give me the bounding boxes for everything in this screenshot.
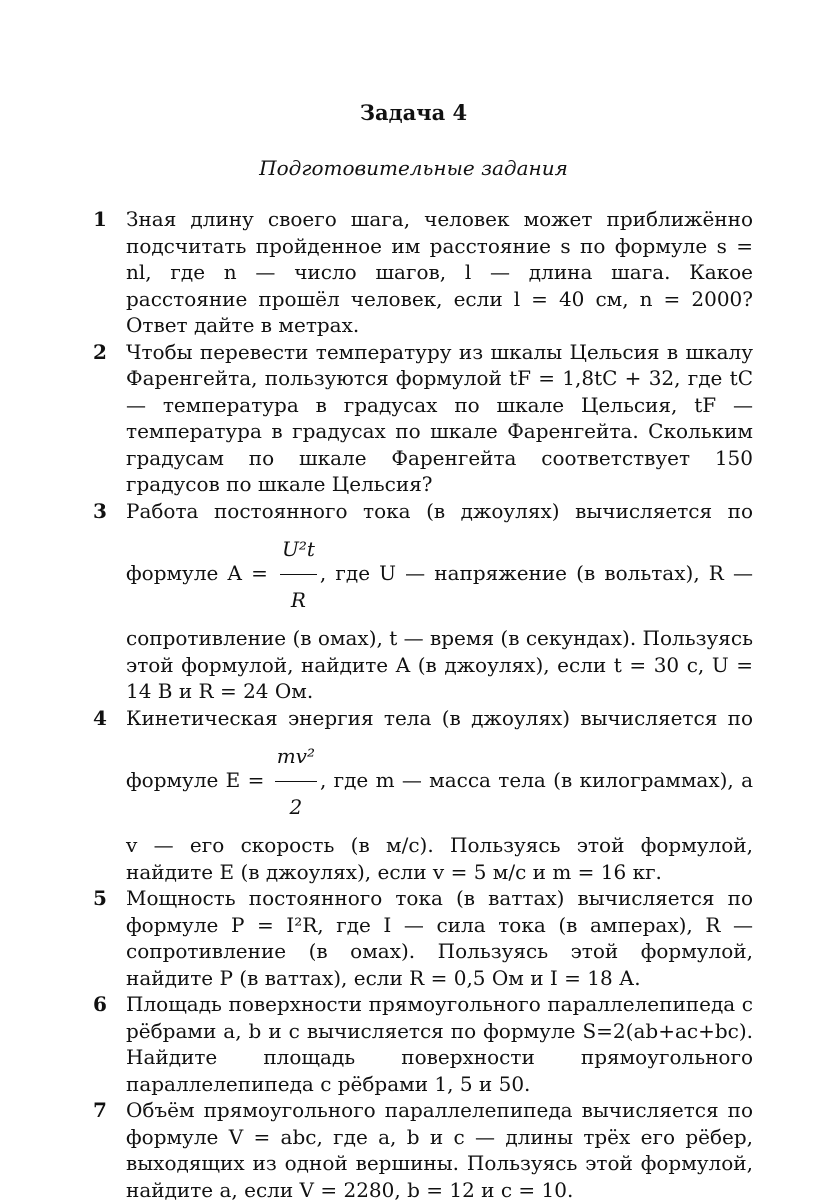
problem-item [93,705,753,886]
fraction-denominator: 2 [289,795,303,819]
problem-number: 4 [93,705,107,730]
fraction-denominator: R [290,588,306,612]
problem-text-after: , где m — масса тела (в килограммах), а v — его скорость (в м/с). Пользуясь этой формулой, найдите E (в джоулях), если v = 5 м/с и m = 16 кг. [126,768,754,884]
problem-text [126,705,753,886]
fraction-numerator: U²t [280,524,317,575]
problem-number: 6 [93,992,107,1016]
problem-text: Площадь поверхности прямоугольного параллелепипеда с рёбрами a, b и c вычисляется по формуле S=2(ab+ac+bc). Найдите площадь поверхности прямоугольного параллелепипеда с рёбрами 1, 5 и 50. [126,992,753,1096]
problem-item [93,498,753,705]
problem-text-before: Кинетическая энергия тела (в джоулях) вычисляется по формуле E = [126,705,753,792]
formula-fraction [275,731,317,832]
problem-number: 2 [93,339,107,364]
problem-text: Чтобы перевести температуру из шкалы Цельсия в шкалу Фаренгейта, пользуются формулой tF = 1,8tC + 32, где tC — температура в градусах по шкале Цельсия, tF — температура в градусах по шкале Фаренгейта. Скольким градусам по шкале Фаренгейта соответствует 150 градусов по шкале Цельсия? [126,339,753,496]
problem-text: Мощность постоянного тока (в ваттах) вычисляется по формуле P = I²R, где I — сила тока (в амперах), R — сопротивление (в омах). Пользуясь этой формулой, найдите P (в ваттах), если R = 0,5 Ом и I = 18 А. [126,886,753,990]
problem-number: 7 [93,1098,107,1122]
page-title: Задача 4 [359,100,468,125]
page-subtitle: Подготовительные задания [259,156,568,180]
problem-text-before: Работа постоянного тока (в джоулях) вычисляется по формуле A = [126,498,753,585]
problem-number: 5 [93,886,107,910]
problem-number: 1 [93,207,107,231]
problem-item [93,339,753,498]
formula-fraction [280,524,317,625]
problem-text [126,498,753,705]
fraction-numerator: mv² [275,731,317,782]
problem-item [93,885,753,991]
problem-item [93,206,753,339]
problem-number: 3 [93,498,107,523]
problem-list [93,206,753,1203]
problem-text: Объём прямоугольного параллелепипеда вычисляется по формуле V = abc, где a, b и c — длины трёх его рёбер, выходящих из одной вершины. Пользуясь этой формулой, найдите a, если V = 2280, b = 12 и c = 10. [126,1098,753,1202]
problem-text-after: , где U — напряжение (в вольтах), R — сопротивление (в омах), t — время (в секундах). Пользуясь этой формулой, найдите A (в джоулях), если t = 30 с, U = 14 В и R = 24 Ом. [126,561,754,703]
problem-item [93,991,753,1097]
problem-text: Зная длину своего шага, человек может приближённо подсчитать пройденное им расстояние s по формуле s = nl, где n — число шагов, l — длина шага. Какое расстояние прошёл человек, если l = 40 см, n = 2000? Ответ дайте в метрах. [126,207,753,337]
problem-item [93,1097,753,1203]
